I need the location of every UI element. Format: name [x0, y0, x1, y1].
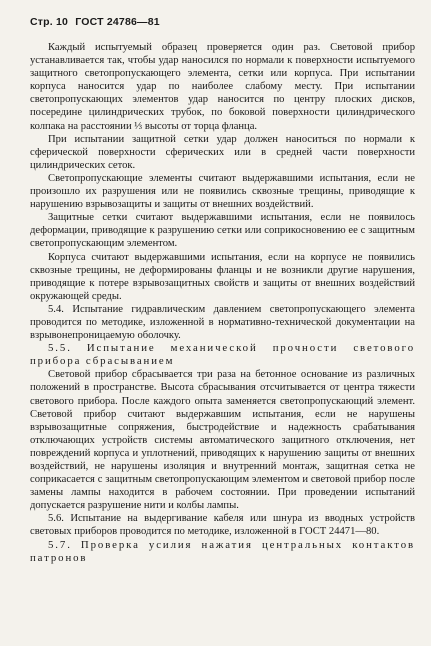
section-5-5-heading: 5.5. Испытание механической прочности светового прибора сбрасыванием — [30, 342, 415, 368]
paragraph-section-5-6: 5.6. Испытание на выдергивание кабеля или шнура из вводных устройств световых приборов проводится по методике, изложенной в ГОСТ 24471—80. — [30, 513, 415, 538]
paragraph-impact-procedure: Каждый испытуемый образец проверяется один раз. Световой прибор устанавливается так, чтобы удар наносился по нормали к поверхности испытуемого защитного светопропускающего элемента, сетки или корпуса. При испытании корпуса наносится удар по наиболее слабому месту. При испытании светопропускающих элементов удар наносится по центру плоских дисков, посередине цилиндрических трубок, по боковой поверхности цилиндрического колпака на расстоянии ⅓ высоты от торца фланца. — [30, 42, 415, 132]
paragraph-section-5-5: Световой прибор сбрасывается три раза на бетонное основание из различных положений в пространстве. Высота сбрасывания отсчитывается от центра тяжести светового прибора. После каждого опыта заменяется светопропускающий элемент. Световой прибор считают выдержавшим испытания, если не нарушены взрывозащитные сопряжения, быстродействие и надежность срабатывания отключающих устройств системы автоматического защитного отключения, нет повреждений корпуса и уплотнений, приводящих к нарушению защиты от внешних воздействий, не нарушены изоляция и внутренний монтаж, защитная сетка не соприкасается с защитным светопропускающим элементом и световой прибор после замены лампы находится в рабочем состоянии. При проведении испытаний допускается разрушение нити и колбы лампы. — [30, 369, 415, 512]
page-number: Стр. 10 — [30, 16, 69, 28]
paragraph-mesh-criteria: Защитные сетки считают выдержавшими испытания, если не появилось деформации, приводящие к разрушению сетки или соприкосновению ее с защитным светопропускающим элементом. — [30, 212, 415, 250]
paragraph-housing-criteria: Корпуса считают выдержавшими испытания, если на корпусе не появились сквозные трещины, не деформированы фланцы и не возникли другие нарушения, приводящие к потере взрывозащитных свойств и защиты от внешних воздействий окружающей среды. — [30, 251, 415, 302]
body-text — [30, 41, 415, 565]
paragraph-section-5-4: 5.4. Испытание гидравлическим давлением светопропускающего элемента проводится по методике, изложенной в нормативно-технической документации на взрывонепроницаемую оболочку. — [30, 303, 415, 342]
paragraph-mesh-impact: При испытании защитной сетки удар должен наноситься по нормали к сферической поверхности сферических или в средней части поверхности цилиндрических сеток. — [30, 133, 415, 171]
standard-designation: ГОСТ 24786—81 — [75, 16, 160, 28]
paragraph-elements-criteria: Светопропускающие элементы считают выдержавшими испытания, если не произошло их разрушения или не появились сквозные трещины, приводящие к нарушению взрывозащиты и защиты от внешних воздействий. — [30, 172, 415, 211]
page-header — [30, 16, 160, 28]
section-5-7-heading: 5.7. Проверка усилия нажатия центральных контактов патронов — [30, 538, 415, 564]
